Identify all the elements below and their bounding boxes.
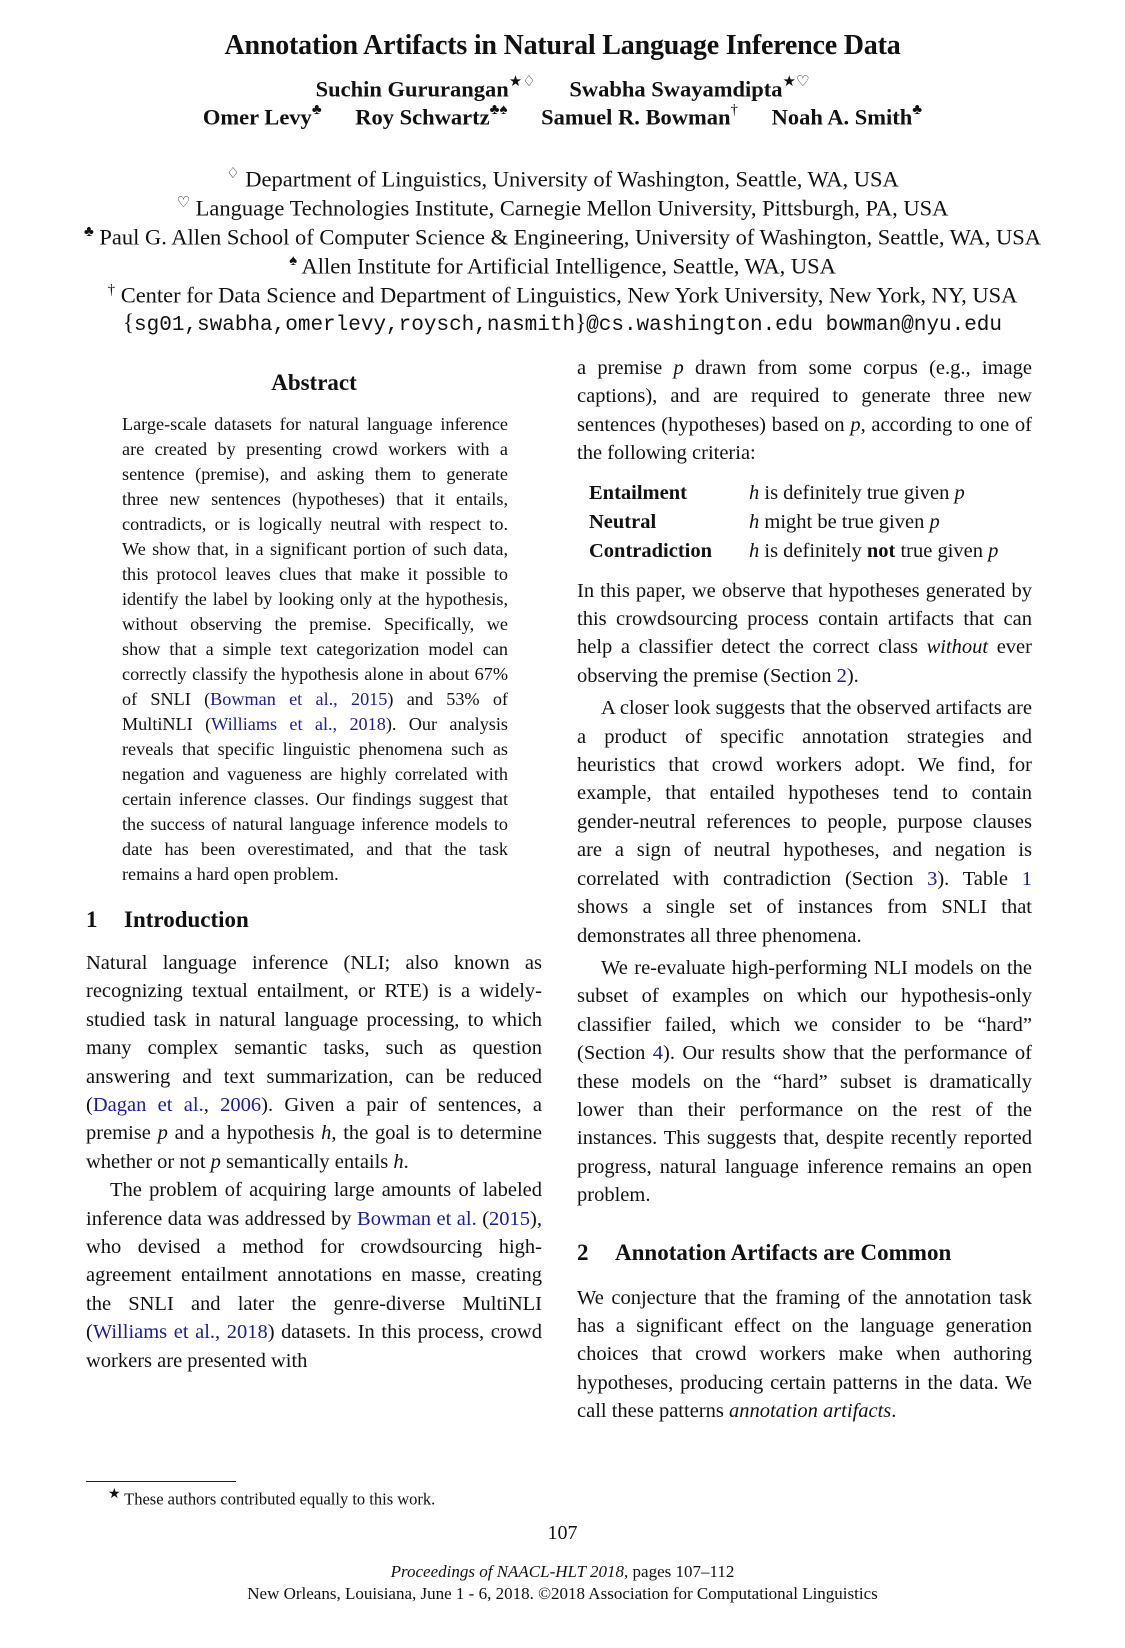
affiliation-mark: ♣ (311, 102, 322, 118)
page-number: 107 (547, 1522, 578, 1544)
paragraph: A closer look suggests that the observed artifacts are a product of specific annotation strategies and heuristics that crowd workers adopt. We find, for example, that entailed hypotheses tend to contain gender-neutral references to people, purpose clauses are a sign of neutral hypotheses, and negation is correlated with contradiction (Section 3). Table 1 shows a single set of instances from SNLI that demonstrates all three phenomena. (577, 697, 1032, 947)
footnote-mark: ★ (108, 1486, 121, 1501)
author (541, 104, 738, 131)
author (772, 104, 923, 131)
right-column (577, 354, 1032, 1426)
criteria-row (589, 509, 998, 538)
affiliation-text: Language Technologies Institute, Carnegie Mellon University, Pittsburgh, PA, USA (195, 195, 949, 221)
citation-link[interactable]: Williams et al., 2018 (211, 714, 386, 734)
abstract-heading: Abstract (271, 370, 357, 395)
paragraph: The problem of acquiring large amounts of labeled inference data was addressed by Bowman et al. (2015), who devised a method for crowdsourcing high-agreement entailment annotations en masse, creating the SNLI and later the genre-diverse MultiNLI (Williams et al., 2018) datasets. In this process, crowd workers are presented with (86, 1179, 542, 1372)
affiliation-mark: ♠ (289, 253, 298, 269)
affiliation (0, 276, 1125, 310)
proceedings-line-2: New Orleans, Louisiana, June 1 - 6, 2018. ©2018 Association for Computational Linguistics (247, 1584, 878, 1603)
paragraph: a premise p drawn from some corpus (e.g., image captions), and are required to generate three new sentences (hypotheses) based on p, according to one of the following criteria: (577, 357, 1032, 465)
email-domains: @cs.washington.edu bowman@nyu.edu (586, 314, 1003, 337)
section-ref-link[interactable]: 3 (927, 867, 938, 890)
author-name: Roy Schwartz (355, 104, 490, 130)
criteria-label: Entailment (589, 481, 687, 504)
criteria-row (589, 480, 998, 509)
affiliation-mark: ♢ (226, 166, 240, 182)
author-name: Suchin Gururangan (315, 76, 509, 102)
author (203, 104, 322, 131)
section-heading-introduction: 1 Introduction (86, 907, 249, 932)
author-name: Swabha Swayamdipta (569, 76, 783, 102)
criteria-definition: h might be true given p (749, 510, 940, 533)
affiliation-mark: ♡ (176, 195, 191, 211)
criteria-table (589, 480, 998, 567)
author (355, 104, 507, 131)
section-heading-annotation-artifacts: 2 Annotation Artifacts are Common (577, 1239, 952, 1265)
affiliation-mark: ★♢ (508, 74, 536, 90)
author-line-2 (0, 104, 1125, 131)
author (569, 74, 809, 103)
author-name: Samuel R. Bowman (541, 104, 731, 130)
paragraph: In this paper, we observe that hypotheses generated by this crowdsourcing process contain artifacts that can help a classifier detect the correct class without ever observing the premise (Section 2). (577, 579, 1032, 687)
author-name: Noah A. Smith (771, 104, 913, 130)
paragraph: Natural language inference (NLI; also known as recognizing textual entailment, or RTE) is a widely-studied task in natural language processing, to which many complex semantic tasks, such as question answering and text summarization, can be reduced (Dagan et al., 2006). Given a pair of sentences, a premise p and a hypothesis h, the goal is to determine whether or not p semantically entails h. (86, 952, 542, 1173)
section-ref-link[interactable]: 4 (652, 1042, 663, 1065)
criteria-definition: h is definitely not true given p (749, 539, 999, 562)
affiliation-mark: † (730, 102, 738, 118)
affiliation-text: Allen Institute for Artificial Intelligence, Seattle, WA, USA (301, 253, 836, 279)
affiliation-mark: † (107, 282, 116, 298)
citation-link[interactable]: Williams et al., 2018 (92, 1321, 268, 1344)
abstract-body: Large-scale datasets for natural language inference are created by presenting crowd workers with a sentence (premise), and asking them to generate three new sentences (hypotheses) that it entails, contradicts, or is logically neutral with respect to. We show that, in a significant portion of such data, this protocol leaves clues that make it possible to identify the label by looking only at the hypothesis, without observing the premise. Specifically, we show that a simple text categorization model can correctly classify the hypothesis alone in about 67% of SNLI (Bowman et al., 2015) and 53% of MultiNLI (Williams et al., 2018). Our analysis reveals that specific linguistic phenomena such as negation and vagueness are highly correlated with certain inference classes. Our findings suggest that the success of natural language inference models to date has been overestimated, and that the task remains a hard open problem. (122, 414, 508, 884)
affiliation-mark: ★♡ (782, 74, 810, 90)
footnote: ★ These authors contributed equally to this work. (108, 1486, 436, 1509)
paper-title: Annotation Artifacts in Natural Language Inference Data (224, 30, 901, 61)
paragraph: We re-evaluate high-performing NLI models on the subset of examples on which our hypothesis-only classifier failed, which we consider to be “hard” (Section 4). Our results show that the performance of these models on the “hard” subset is dramatically lower than their performance on the rest of the instances. This suggests that, despite recently reported progress, natural language inference remains an open problem. (577, 956, 1032, 1207)
author-name: Omer Levy (202, 104, 312, 130)
affiliation-text: Center for Data Science and Department of Linguistics, New York University, New York, NY, USA (120, 282, 1018, 308)
author-emails: {sg01,swabha,omerlevy,roysch,nasmith}@cs.washington.edu bowman@nyu.edu (122, 310, 1003, 337)
paragraph: We conjecture that the framing of the annotation task has a significant effect on the language generation choices that crowd workers make when authoring hypotheses, producing certain patterns in the data. We call these patterns annotation artifacts. (577, 1286, 1032, 1423)
proceedings-line-1: Proceedings of NAACL-HLT 2018, pages 107–112 (390, 1562, 735, 1581)
footnote-rule (86, 1481, 236, 1482)
affiliation-mark: ♣ (912, 102, 923, 118)
citation-year-link[interactable]: 2006 (220, 1094, 262, 1117)
table-ref-link[interactable]: 1 (1021, 867, 1032, 890)
section-ref-link[interactable]: 2 (836, 664, 847, 687)
left-column (86, 370, 542, 1375)
criteria-label: Contradiction (589, 539, 712, 562)
affiliation-mark: ♣ (83, 224, 94, 240)
citation-link[interactable]: Bowman et al., 2015 (210, 689, 388, 709)
criteria-definition: h is definitely true given p (749, 481, 965, 504)
email-ids: sg01,swabha,omerlevy,roysch,nasmith (134, 314, 576, 337)
author-line-1 (0, 74, 1125, 103)
citation-year-link[interactable]: 2015 (489, 1207, 531, 1230)
author (316, 74, 536, 103)
citation-link[interactable]: Dagan et al. (92, 1094, 204, 1117)
criteria-row (589, 538, 998, 567)
affiliation-mark: ♣♠ (489, 102, 508, 118)
affiliation-text: Department of Linguistics, University of Washington, Seattle, WA, USA (245, 166, 899, 192)
criteria-label: Neutral (589, 510, 657, 533)
citation-link[interactable]: Bowman et al. (357, 1207, 477, 1230)
affiliation-text: Paul G. Allen School of Computer Science & Engineering, University of Washington, Seattle, WA, USA (99, 224, 1042, 250)
